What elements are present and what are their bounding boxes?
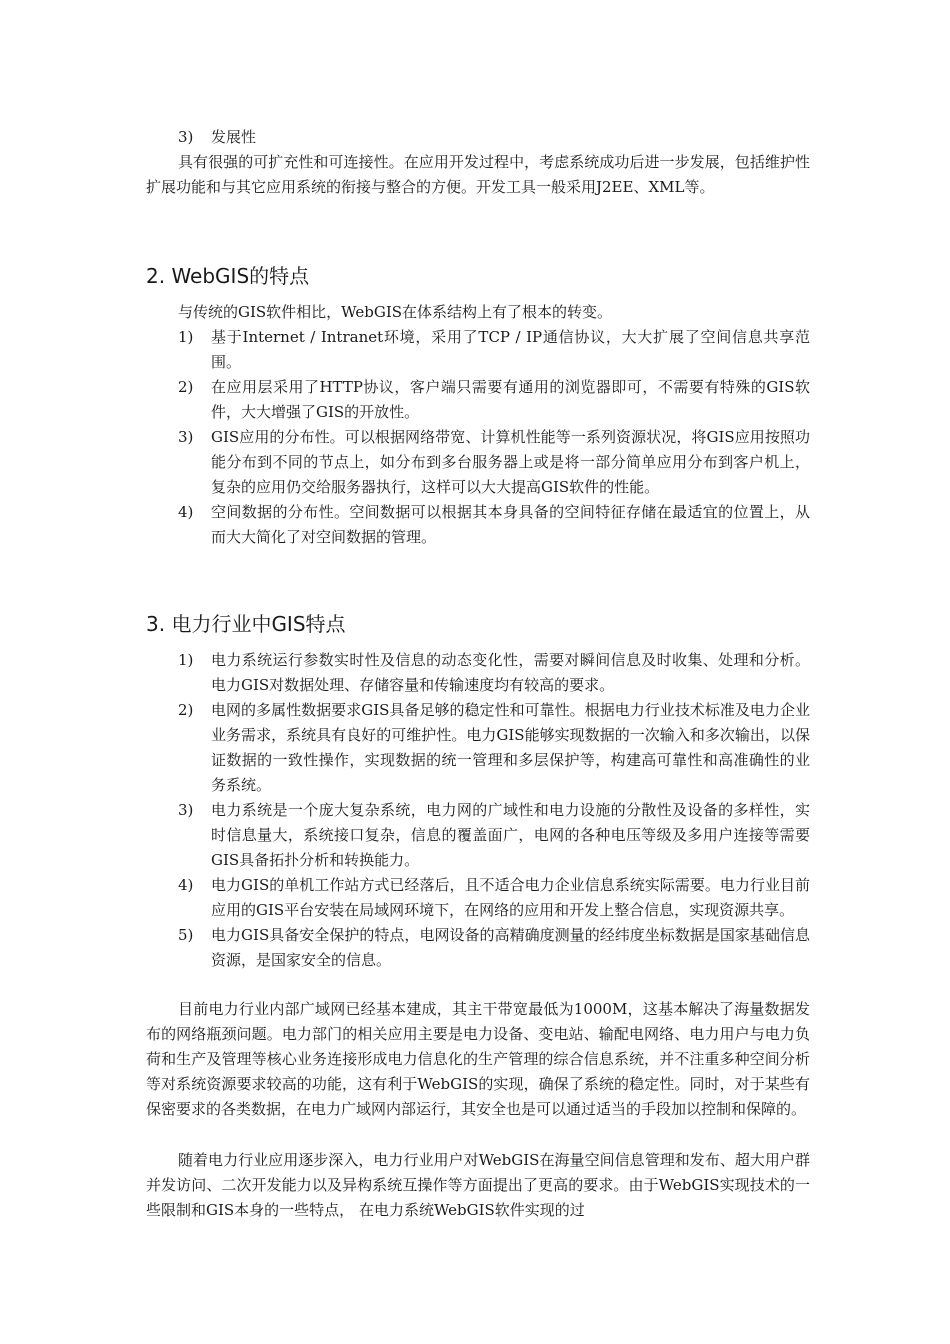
- list-item: [178, 375, 810, 425]
- list-item-number: 2): [178, 378, 194, 396]
- list-item-number: 3): [178, 128, 194, 146]
- list-item: [178, 425, 810, 500]
- list-item: [178, 873, 810, 923]
- section-heading-power-gis: 3. 电力行业中GIS特点: [146, 612, 346, 636]
- list-item: [178, 923, 810, 973]
- list-item-text: 电力GIS具备安全保护的特点，电网设备的高精确度测量的经纬度坐标数据是国家基础信息资源，是国家安全的信息。: [211, 926, 810, 969]
- webgis-feature-list: [178, 325, 810, 550]
- list-item-number: 3): [178, 428, 194, 446]
- paragraph-power-requirements: 随着电力行业应用逐步深入，电力行业用户对WebGIS在海量空间信息管理和发布、超大用户群并发访问、二次开发能力以及异构系统互操作等方面提出了更高的要求。由于WebGIS实现技术的一些限制和GIS本身的一些特点， 在电力系统WebGIS软件实现的过: [146, 1151, 810, 1219]
- list-item-number: 1): [178, 328, 194, 346]
- paragraph-extensibility: 具有很强的可扩充性和可连接性。在应用开发过程中，考虑系统成功后进一步发展，包括维护性扩展功能和与其它应用系统的衔接与整合的方便。开发工具一般采用J2EE、XML等。: [146, 153, 810, 196]
- list-item: [178, 798, 810, 873]
- list-item-number: 2): [178, 701, 194, 719]
- list-item-number: 3): [178, 801, 194, 819]
- paragraph-webgis-intro: 与传统的GIS软件相比，WebGIS在体系结构上有了根本的转变。: [178, 303, 613, 321]
- list-item-number: 4): [178, 503, 194, 521]
- list-item-text: 基于Internet / Intranet环境，采用了TCP / IP通信协议，大大扩展了空间信息共享范围。: [211, 328, 810, 371]
- list-item: [178, 325, 810, 375]
- list-item: [178, 500, 810, 550]
- list-item-text: 电力系统运行参数实时性及信息的动态变化性，需要对瞬间信息及时收集、处理和分析。电力GIS对数据处理、存储容量和传输速度均有较高的要求。: [211, 651, 810, 694]
- list-item-label: 发展性: [211, 128, 257, 146]
- paragraph-power-wan: 目前电力行业内部广域网已经基本建成，其主干带宽最低为1000M，这基本解决了海量数据发布的网络瓶颈问题。电力部门的相关应用主要是电力设备、变电站、输配电网络、电力用户与电力负荷和生产及管理等核心业务连接形成电力信息化的生产管理的综合信息系统，并不注重多种空间分析等对系统资源要求较高的功能，这有利于WebGIS的实现，确保了系统的稳定性。同时，对于某些有保密要求的各类数据，在电力广域网内部运行，其安全也是可以通过适当的手段加以控制和保障的。: [146, 1000, 810, 1118]
- list-item-number: 5): [178, 926, 194, 944]
- power-gis-feature-list: [178, 648, 810, 973]
- list-item-text: 电力系统是一个庞大复杂系统，电力网的广域性和电力设施的分散性及设备的多样性，实时信息量大，系统接口复杂，信息的覆盖面广，电网的各种电压等级及多用户连接等需要GIS具备拓扑分析和转换能力。: [211, 801, 810, 869]
- list-item-text: GIS应用的分布性。可以根据网络带宽、计算机性能等一系列资源状况，将GIS应用按照功能分布到不同的节点上，如分布到多台服务器上或是将一部分简单应用分布到客户机上，复杂的应用仍交给服务器执行，这样可以大大提高GIS软件的性能。: [211, 428, 810, 496]
- list-item-number: 1): [178, 651, 194, 669]
- list-item-text: 电网的多属性数据要求GIS具备足够的稳定性和可靠性。根据电力行业技术标准及电力企业业务需求，系统具有良好的可维护性。电力GIS能够实现数据的一次输入和多次输出，以保证数据的一致性操作，实现数据的统一管理和多层保护等，构建高可靠性和高准确性的业务系统。: [211, 701, 810, 794]
- section-heading-webgis: 2. WebGIS的特点: [146, 264, 310, 288]
- list-item: [178, 698, 810, 798]
- list-item-text: 在应用层采用了HTTP协议，客户端只需要有通用的浏览器即可，不需要有特殊的GIS软件，大大增强了GIS的开放性。: [211, 378, 810, 421]
- list-item: [178, 648, 810, 698]
- list-item-development: [178, 125, 256, 150]
- list-item-number: 4): [178, 876, 194, 894]
- list-item-text: 电力GIS的单机工作站方式已经落后，且不适合电力企业信息系统实际需要。电力行业目前应用的GIS平台安装在局域网环境下，在网络的应用和开发上整合信息，实现资源共享。: [211, 876, 810, 919]
- list-item-text: 空间数据的分布性。空间数据可以根据其本身具备的空间特征存储在最适宜的位置上，从而大大简化了对空间数据的管理。: [211, 503, 810, 546]
